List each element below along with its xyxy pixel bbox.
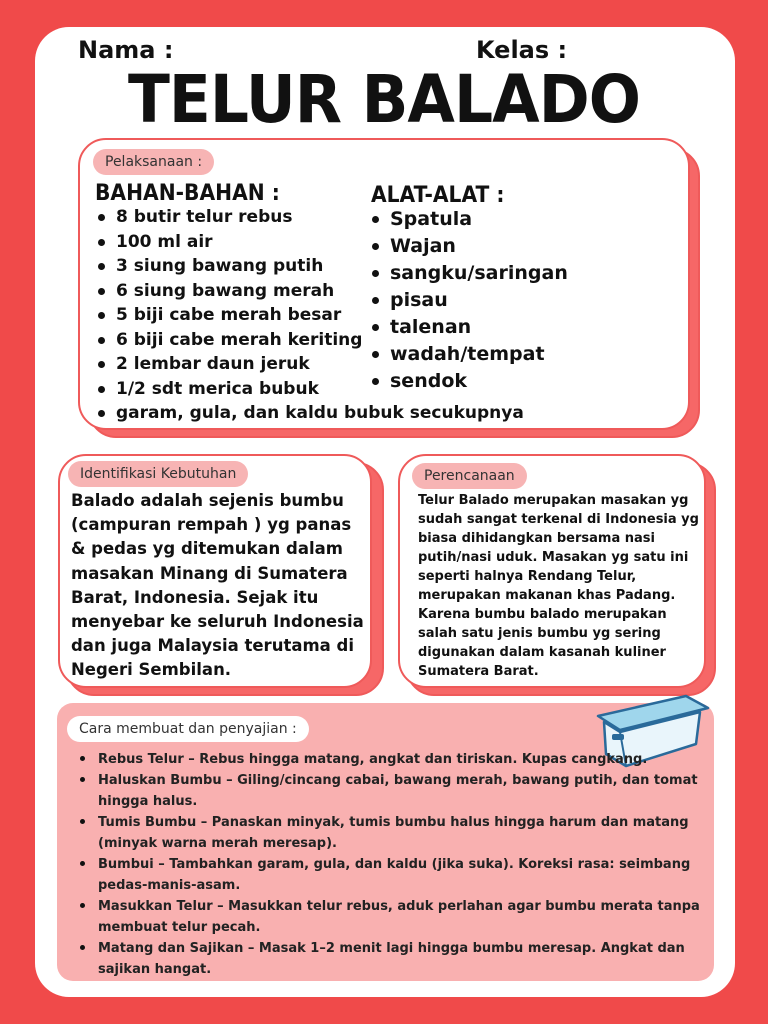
bahan-item: garam, gula, dan kaldu bubuk secukupnya [96,401,524,426]
cara-step: Rebus Telur – Rebus hingga matang, angkat dan tiriskan. Kupas cangkang. [78,749,703,770]
alat-item: talenan [370,314,568,341]
bahan-item: 2 lembar daun jeruk [96,352,524,377]
bahan-item: 5 biji cabe merah besar [96,303,524,328]
cara-step: Haluskan Bumbu – Giling/cincang cabai, bawang merah, bawang putih, dan tomat hingga halus. [78,770,703,812]
cara-step: Tumis Bumbu – Panaskan minyak, tumis bumbu halus hingga harum dan matang (minyak warna merah meresap). [78,812,703,854]
pelaksanaan-label: Pelaksanaan : [93,149,214,175]
bahan-item: 3 siung bawang putih [96,254,524,279]
alat-item: Wajan [370,233,568,260]
bahan-item: 1/2 sdt merica bubuk [96,377,524,402]
alat-item: wadah/tempat [370,341,568,368]
kelas-label: Kelas : [476,36,568,64]
identifikasi-label: Identifikasi Kebutuhan [68,461,248,487]
cara-label: Cara membuat dan penyajian : [67,716,309,742]
perencanaan-label: Perencanaan [412,463,527,489]
cara-step: Matang dan Sajikan – Masak 1–2 menit lagi hingga bumbu meresap. Angkat dan sajikan hangat. [78,938,703,980]
nama-label: Nama : [78,36,174,64]
bahan-item: 6 siung bawang merah [96,279,524,304]
alat-item: sangku/saringan [370,260,568,287]
alat-item: sendok [370,368,568,395]
bahan-item: 100 ml air [96,230,524,255]
page-title: TELUR BALADO [127,61,641,138]
alat-list [370,206,568,395]
cara-step: Masukkan Telur – Masukkan telur rebus, aduk perlahan agar bumbu merata tanpa membuat telur pecah. [78,896,703,938]
cara-step: Bumbui – Tambahkan garam, gula, dan kaldu (jika suka). Koreksi rasa: seimbang pedas-manis-asam. [78,854,703,896]
alat-heading: ALAT-ALAT : [371,183,505,208]
bahan-heading: BAHAN-BAHAN : [95,181,280,206]
alat-item: Spatula [370,206,568,233]
bahan-item: 8 butir telur rebus [96,205,524,230]
bahan-item: 6 biji cabe merah keriting [96,328,524,353]
perencanaan-text: Telur Balado merupakan masakan yg sudah sangat terkenal di Indonesia yg biasa dihidangkan bersama nasi putih/nasi uduk. Masakan yg satu ini seperti halnya Rendang Telur, merupakan makanan khas Padang. Karena bumbu balado merupakan salah satu jenis bumbu yg sering digunakan dalam kasanah kuliner Sumatera Barat. [418,493,699,679]
cara-steps-list [78,749,703,980]
identifikasi-text: Balado adalah sejenis bumbu (campuran rempah ) yg panas & pedas yg ditemukan dalam masakan Minang di Sumatera Barat, Indonesia. Sejak itu menyebar ke seluruh Indonesia dan juga Malaysia terutama di Negeri Sembilan. [71,491,364,680]
alat-item: pisau [370,287,568,314]
